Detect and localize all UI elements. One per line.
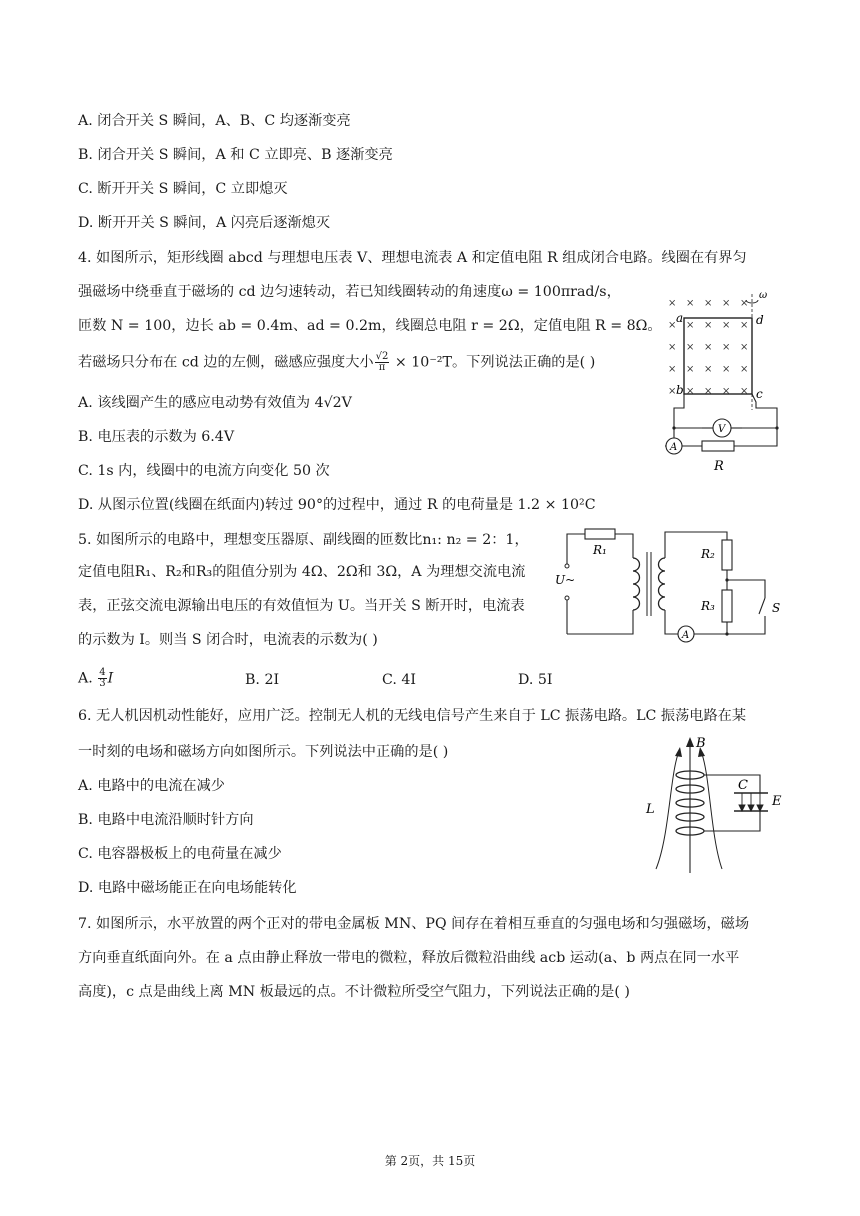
svg-text:×: × bbox=[722, 298, 731, 309]
svg-text:×: × bbox=[668, 364, 677, 375]
q4-option-c: C. 1s 内，线圈中的电流方向变化 50 次 bbox=[78, 463, 330, 479]
q4-option-a: A. 该线圈产生的感应电动势有效值为 4√2V bbox=[78, 395, 352, 411]
label-a: a bbox=[676, 311, 684, 325]
svg-text:×: × bbox=[722, 342, 731, 353]
q5-stem-line3: 表，正弦交流电源输出电压的有效值恒为 U。当开关 S 断开时，电流表 bbox=[78, 598, 525, 614]
svg-text:×: × bbox=[704, 342, 713, 353]
label-r: R bbox=[714, 459, 724, 474]
svg-text:A: A bbox=[682, 630, 690, 641]
svg-text:×: × bbox=[704, 364, 713, 375]
q3-option-a: A. 闭合开关 S 瞬间，A、B、C 均逐渐变亮 bbox=[78, 113, 351, 129]
primary-coil bbox=[633, 558, 640, 610]
q5-opt-a-frac bbox=[98, 668, 106, 689]
svg-text:S: S bbox=[772, 601, 781, 615]
q4-stem-line4 bbox=[78, 352, 595, 373]
svg-text:B: B bbox=[696, 736, 706, 751]
q3-option-c: C. 断开开关 S 瞬间，C 立即熄灭 bbox=[78, 181, 288, 197]
q4-stem-line1: 4. 如图所示，矩形线圈 abcd 与理想电压表 V、理想电流表 A 和定值电阻 R 组成闭合电路。线圈在有界匀 bbox=[78, 250, 747, 266]
q4-line4-post: × 10⁻²T。下列说法正确的是( ) bbox=[390, 354, 596, 371]
svg-text:×: × bbox=[740, 364, 749, 375]
q7-stem-line2: 方向垂直纸面向外。在 a 点由静止释放一带电的微粒，释放后微粒沿曲线 acb 运动(a、b 两点在同一水平 bbox=[78, 950, 740, 966]
svg-text:×: × bbox=[668, 320, 677, 331]
q6-option-b: B. 电路中电流沿顺时针方向 bbox=[78, 812, 254, 828]
svg-text:×: × bbox=[740, 386, 749, 397]
q5-opt-a-den: 3 bbox=[99, 678, 106, 689]
svg-text:E: E bbox=[772, 794, 782, 809]
svg-text:×: × bbox=[686, 320, 695, 331]
svg-text:×: × bbox=[740, 342, 749, 353]
q4-frac-den: π bbox=[378, 362, 386, 373]
q4-option-d: D. 从图示位置(线圈在纸面内)转过 90°的过程中，通过 R 的电荷量是 1.2 × 10²C bbox=[78, 497, 596, 513]
q4-fraction bbox=[375, 352, 390, 373]
q5-option-d: D. 5I bbox=[518, 672, 553, 688]
q6-lc-circuit-figure bbox=[640, 735, 790, 875]
resistor-r1 bbox=[585, 529, 615, 539]
svg-text:A: A bbox=[670, 442, 678, 453]
omega-label: ω bbox=[759, 290, 768, 301]
svg-text:R₃: R₃ bbox=[701, 599, 715, 613]
label-l: L bbox=[646, 802, 655, 817]
q5-opt-a-pre: A. bbox=[78, 670, 98, 687]
q6-stem-line2: 一时刻的电场和磁场方向如图所示。下列说法中正确的是( ) bbox=[78, 744, 449, 760]
q5-opt-a-num: 4 bbox=[99, 667, 106, 678]
label-b: b bbox=[676, 383, 684, 397]
q5-transformer-circuit-figure bbox=[555, 526, 785, 646]
q4-coil-circuit-figure bbox=[662, 288, 792, 478]
svg-text:×: × bbox=[668, 298, 677, 309]
q7-stem-line1: 7. 如图所示，水平放置的两个正对的带电金属板 MN、PQ 间存在着相互垂直的匀强电场和匀强磁场，磁场 bbox=[78, 916, 750, 932]
label-c: c bbox=[756, 387, 763, 401]
svg-text:×: × bbox=[686, 364, 695, 375]
secondary-coil bbox=[659, 558, 666, 610]
svg-text:×: × bbox=[668, 386, 677, 397]
svg-text:U~: U~ bbox=[555, 573, 576, 587]
q6-option-d: D. 电路中磁场能正在向电场能转化 bbox=[78, 880, 297, 896]
q4-stem-line3: 匝数 N = 100，边长 ab = 0.4m、ad = 0.2m，线圈总电阻 r = 2Ω，定值电阻 R = 8Ω。 bbox=[78, 318, 662, 334]
svg-text:R₁: R₁ bbox=[593, 543, 607, 557]
svg-text:×: × bbox=[740, 298, 749, 309]
svg-text:×: × bbox=[704, 298, 713, 309]
svg-text:×: × bbox=[668, 342, 677, 353]
q4-option-b: B. 电压表的示数为 6.4V bbox=[78, 429, 235, 445]
q5-option-a bbox=[78, 668, 113, 689]
svg-text:×: × bbox=[722, 386, 731, 397]
svg-text:×: × bbox=[686, 342, 695, 353]
svg-text:×: × bbox=[722, 320, 731, 331]
svg-text:C: C bbox=[738, 778, 748, 793]
svg-text:×: × bbox=[740, 320, 749, 331]
label-d: d bbox=[756, 313, 764, 327]
resistor-r2 bbox=[722, 540, 732, 570]
svg-text:×: × bbox=[722, 364, 731, 375]
q5-stem-line1: 5. 如图所示的电路中，理想变压器原、副线圈的匝数比n₁: n₂ = 2：1， bbox=[78, 532, 529, 548]
q5-option-c: C. 4I bbox=[382, 672, 416, 688]
resistor-r bbox=[702, 441, 734, 451]
q3-option-b: B. 闭合开关 S 瞬间，A 和 C 立即亮、B 逐渐变亮 bbox=[78, 147, 393, 163]
q5-stem-line2: 定值电阻R₁、R₂和R₃的阻值分别为 4Ω、2Ω和 3Ω，A 为理想交流电流 bbox=[78, 564, 526, 580]
switch-s bbox=[759, 598, 765, 614]
q3-option-d: D. 断开开关 S 瞬间，A 闪亮后逐渐熄灭 bbox=[78, 215, 331, 231]
svg-text:V: V bbox=[718, 424, 726, 435]
resistor-r3 bbox=[722, 590, 732, 622]
q4-frac-num: √2 bbox=[375, 351, 389, 362]
q5-stem-line4: 的示数为 I。则当 S 闭合时，电流表的示数为( ) bbox=[78, 632, 378, 648]
svg-text:×: × bbox=[704, 320, 713, 331]
q6-option-c: C. 电容器极板上的电荷量在减少 bbox=[78, 846, 282, 862]
q6-stem-line1: 6. 无人机因机动性能好，应用广泛。控制无人机的无线电信号产生来自于 LC 振荡电路。LC 振荡电路在某 bbox=[78, 708, 747, 724]
q4-stem-line2: 强磁场中绕垂直于磁场的 cd 边匀速转动，若已知线圈转动的角速度ω = 100πrad/s， bbox=[78, 284, 621, 300]
svg-text:×: × bbox=[686, 386, 695, 397]
q6-option-a: A. 电路中的电流在减少 bbox=[78, 778, 225, 794]
q5-opt-a-post: I bbox=[107, 670, 114, 687]
q4-line4-pre: 若磁场只分布在 cd 边的左侧，磁感应强度大小 bbox=[78, 354, 374, 371]
svg-text:R₂: R₂ bbox=[701, 547, 715, 561]
svg-text:×: × bbox=[704, 386, 713, 397]
q5-option-b: B. 2I bbox=[245, 672, 280, 688]
svg-text:×: × bbox=[686, 298, 695, 309]
q7-stem-line3: 高度)，c 点是曲线上离 MN 板最远的点。不计微粒所受空气阻力，下列说法正确的是( ) bbox=[78, 984, 630, 1000]
page-footer: 第 2页，共 15页 bbox=[384, 1154, 476, 1168]
